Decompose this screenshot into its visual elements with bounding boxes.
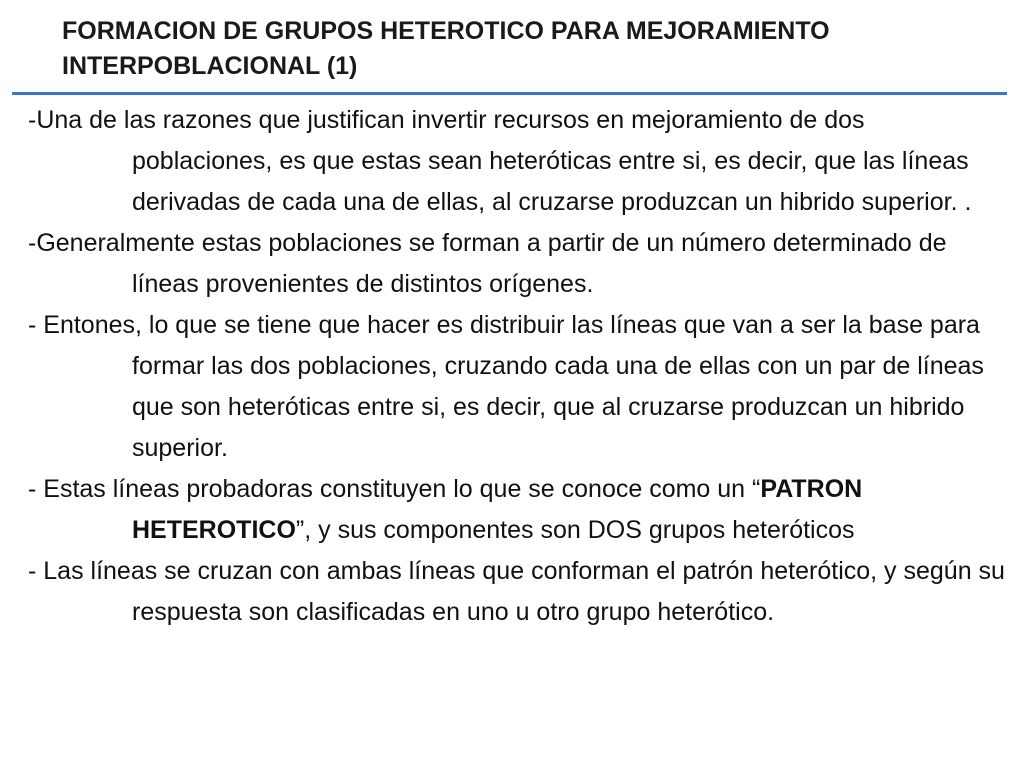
pattern-emphasis: PATRON HETEROTICO	[132, 475, 863, 544]
paragraph-classification: - Las líneas se cruzan con ambas líneas que conforman el patrón heterótico, y según su respuesta son clasificadas en uno u otro grupo heterótico.	[28, 557, 1005, 626]
title-line-1: FORMACION DE GRUPOS HETEROTICO PARA MEJORAMIENTO	[62, 17, 830, 45]
paragraph-distribution: - Entones, lo que se tiene que hacer es distribuir las líneas que van a ser la base para formar las dos poblaciones, cruzando cada una de ellas con un par de líneas que son heteróticas entre si, es decir, que al cruzarse produzcan un hibrido superior.	[28, 311, 984, 462]
slide-body	[28, 100, 1008, 633]
paragraph-origins: -Generalmente estas poblaciones se forman a partir de un número determinado de líneas provenientes de distintos orígenes.	[28, 229, 947, 298]
title-divider	[12, 92, 1007, 95]
pattern-text-after: ”, y sus componentes son DOS grupos heteróticos	[295, 516, 855, 544]
title-line-2: INTERPOBLACIONAL (1)	[62, 52, 358, 80]
slide-title	[62, 14, 982, 84]
pattern-text-before: - Estas líneas probadoras constituyen lo que se conoce como un “	[28, 475, 761, 503]
paragraph-reasons: -Una de las razones que justifican invertir recursos en mejoramiento de dos poblaciones, es que estas sean heteróticas entre si, es decir, que las líneas derivadas de cada una de ellas, al cruzarse produzcan un hibrido superior. .	[28, 106, 972, 216]
paragraph-heterotic-pattern	[28, 469, 1008, 551]
